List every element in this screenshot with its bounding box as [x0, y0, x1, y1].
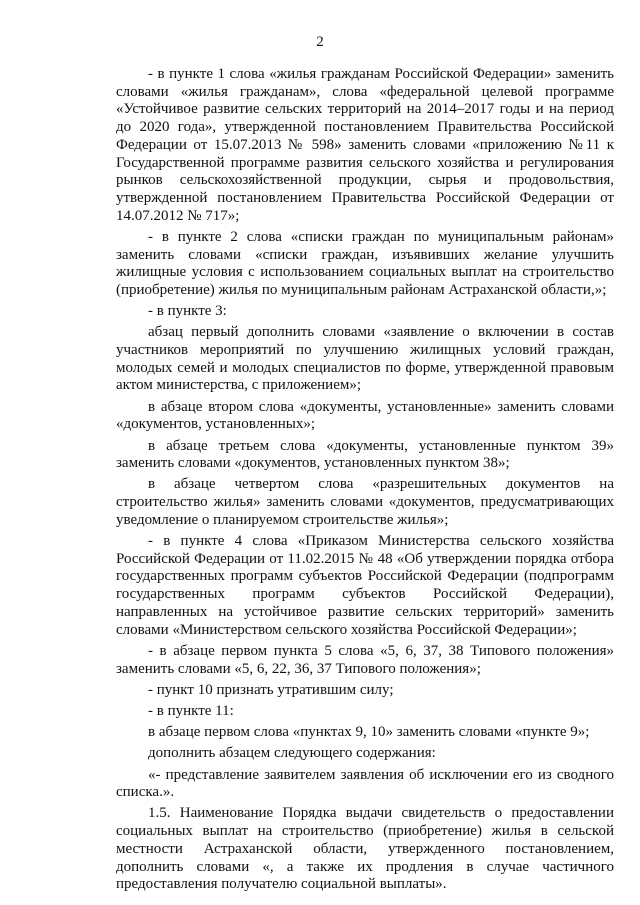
- paragraph: - в пункте 1 слова «жилья гражданам Российской Федерации» заменить словами «жилья гражданам», слова «федеральной целевой программе «Устойчивое развитие сельских территорий на 2014–2017 годы и на период до 2020 года», утвержденной постановлением Правительства Российской Федерации от 15.07.2013 № 598» заменить словами «приложению №11 к Государственной программе развития сельского хозяйства и регулирования рынков сельскохозяйственной продукции, сырья и продовольствия, утвержденной постановлением Правительства Российской Федерации от 14.07.2012 № 717»;: [116, 66, 614, 224]
- page-number: 2: [316, 34, 324, 50]
- paragraph: абзац первый дополнить словами «заявление о включении в состав участников мероприятий по улучшению жилищных условий граждан, молодых семей и молодых специалистов по форме, утвержденной правовым актом министерства, с приложением»;: [116, 324, 614, 394]
- paragraph: в абзаце четвертом слова «разрешительных документов на строительство жилья» заменить словами «документов, предусматривающих уведомление о планируемом строительстве жилья»;: [116, 476, 614, 528]
- paragraph: - в пункте 3:: [148, 303, 227, 320]
- paragraph: - в пункте 2 слова «списки граждан по муниципальным районам» заменить словами «списки граждан, изъявивших желание улучшить жилищные условия с использованием социальных выплат на строительство (приобретение) жилья по муниципальным районам Астраханской области,»;: [116, 228, 614, 298]
- paragraph: - в пункте 4 слова «Приказом Министерства сельского хозяйства Российской Федерации от 11.02.2015 № 48 «Об утверждении порядка отбора государственных программ субъектов Российской Федерации (подпрограмм государственных программ субъектов Российской Федерации), направленных на устойчивое развитие сельских территорий» заменить словами «Министерством сельского хозяйства Российской Федерации»;: [116, 533, 614, 638]
- paragraph: - в пункте 11:: [148, 702, 234, 719]
- paragraph: - пункт 10 признать утратившим силу;: [148, 681, 394, 698]
- paragraph: в абзаце третьем слова «документы, установленные пунктом 39» заменить словами «документов, установленных пунктом 38»;: [116, 437, 614, 472]
- paragraph: - в абзаце первом пункта 5 слова «5, 6, 37, 38 Типового положения» заменить словами «5, 6, 22, 36, 37 Типового положения»;: [116, 642, 614, 677]
- paragraph: дополнить абзацем следующего содержания:: [148, 745, 436, 762]
- document-body: [116, 66, 614, 897]
- paragraph: «- представление заявителем заявления об исключении его из сводного списка.».: [116, 766, 614, 801]
- paragraph: 1.5. Наименование Порядка выдачи свидетельств о предоставлении социальных выплат на строительство (приобретение) жилья в сельской местности Астраханской области, утвержденного постановлением, дополнить словами «, а также их продления в случае частичного предоставления получателю социальной выплаты».: [116, 805, 614, 893]
- paragraph: в абзаце втором слова «документы, установленные» заменить словами «документов, установленных»;: [116, 398, 614, 433]
- paragraph: в абзаце первом слова «пунктах 9, 10» заменить словами «пункте 9»;: [148, 724, 590, 741]
